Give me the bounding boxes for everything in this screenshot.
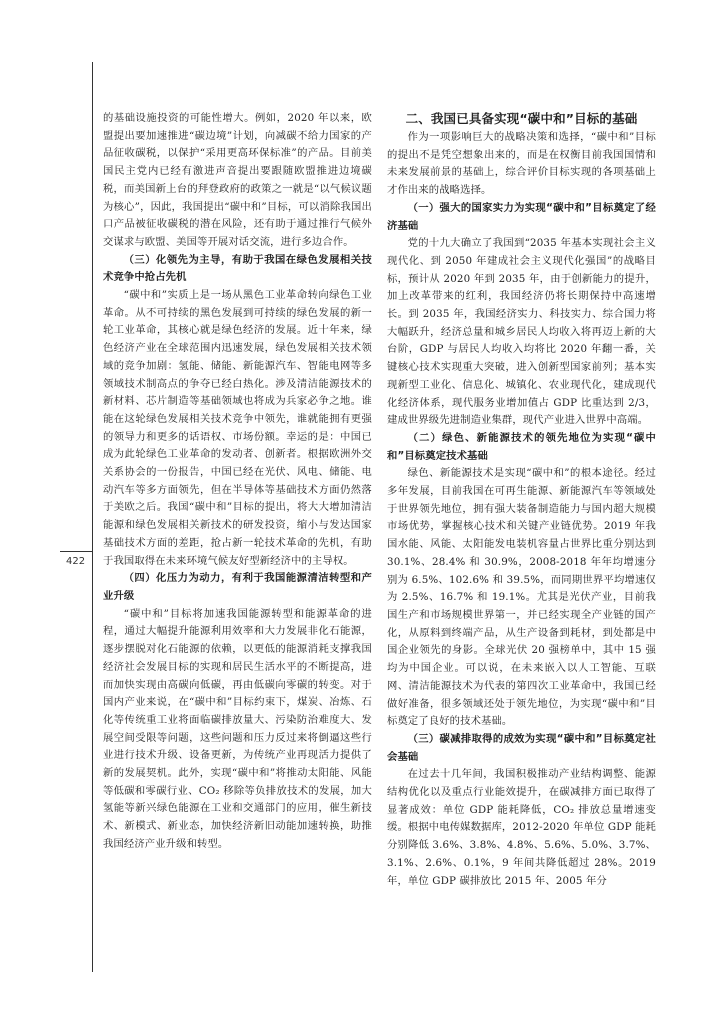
margin-rule <box>92 62 93 972</box>
left-column <box>103 110 372 854</box>
body-paragraph: 党的十九大确立了我国到“2035 年基本实现社会主义现代化、到 2050 年建成社会主义现代化强国”的战略目标，预计从 2020 年到 2035 年，由于创新能力的提升，加上改革带来的红利，我国经济仍将长期保持中高速增长。到 2035 年，我国经济实力、科技实力、综合国力将大幅跃升，经济总量和城乡居民人均收入将再迈上新的大台阶，GDP 与居民人均收入均将比 2020 年翻一番，关键核心技术实现重大突破，进入创新型国家前列；基本实现新型工业化、信息化、城镇化、农业现代化，建成现代化经济体系，现代服务业增加值占 GDP 比重达到 2/3，建成世界级先进制造业集群，现代产业进入世界中高端。 <box>387 237 656 427</box>
subsection-heading: （三）碳减排取得的成效为实现“碳中和”目标奠定社会基础 <box>387 732 656 763</box>
right-column <box>387 110 656 890</box>
subsection-heading: （三）化领先为主导，有助于我国在绿色发展相关技术竞争中抢占先机 <box>103 253 372 284</box>
body-paragraph: 的基础设施投资的可能性增大。例如，2020 年以来，欧盟提出要加速推进“碳边境”计划，向减碳不给力国家的产品征收碳税，以保护“采用更高环保标准”的产品。目前美国民主党内已经有激进声音提出要跟随欧盟推进边境碳税，而美国新上台的拜登政府的政策之一就是“以气候议题为核心”，因此，我国提出“碳中和”目标，可以消除我国出口产品被征收碳税的潜在风险，还有助于通过推行气候外交谋求与欧盟、美国等开展对话交流，进行多边合作。 <box>103 112 372 248</box>
page-number-rule <box>60 551 93 552</box>
body-paragraph: 在过去十几年间，我国积极推动产业结构调整、能源结构优化以及重点行业能效提升，在碳减排方面已取得了显著成效：单位 GDP 能耗降低，CO₂ 排放总量增速变缓。根据中电传媒数据库，2012-2020 年单位 GDP 能耗分别降低 3.6%、3.8%、4.8%、5.6%、5.0%、3.7%、3.1%、2.6%、0.1%，9 年间共降低超过 28%。2019 年，单位 GDP 碳排放比 2015 年、2005 年分 <box>387 768 656 887</box>
body-paragraph: 作为一项影响巨大的战略决策和选择，“碳中和”目标的提出不是凭空想象出来的，而是在权衡目前我国国情和未来发展前景的基础上，综合评价目标实现的各项基础上才作出来的战略选择。 <box>387 131 656 197</box>
body-paragraph: 绿色、新能源技术是实现“碳中和”的根本途径。经过多年发展，目前我国在可再生能源、新能源汽车等领域处于世界领先地位，拥有强大装备制造能力与国内超大规模市场优势，掌握核心技术和关键产业链优势。2019 年我国水能、风能、太阳能发电装机容量占世界比重分别达到 30.1%、28.4% 和 30.9%，2008-2018 年年均增速分别为 6.5%、102.6% 和 39.5%，而同期世界平均增速仅为 2.5%、16.7% 和 19.1%。尤其是光伏产业，目前我国生产和市场规模世界第一，并已经实现全产业链的国产化，从原料到终端产品，从生产设备到耗材，到处都是中国企业领先的身影。全球光伏 20 强榜单中，其中 15 强均为中国企业。可以说，在未来嵌入以人工智能、互联网、清洁能源技术为代表的第四次工业革命中，我国已经做好准备，很多领域还处于领先地位，为实现“碳中和”目标奠定了良好的技术基础。 <box>387 467 656 728</box>
section-title: 二、我国已具备实现“碳中和”目标的基础 <box>405 111 638 126</box>
body-paragraph: “碳中和”目标将加速我国能源转型和能源革命的进程，通过大幅提升能源利用效率和大力发展非化石能源，逐步摆脱对化石能源的依赖，以更低的能源消耗支撑我国经济社会发展目标的实现和居民生活水平的不断提高，进而加快实现由高碳向低碳，再由低碳向零碳的转变。对于国内产业来说，在“碳中和”目标约束下，煤炭、冶炼、石化等传统重工业将面临碳排放量大、污染防治难度大、发展空间受限等问题，这些问题和压力反过来将倒逼这些行业进行技术升级、设备更新，为传统产业再现活力提供了新的发展契机。此外，实现“碳中和”将推动太阳能、风能等低碳和零碳行业、CO₂ 移除等负排放技术的发展，加大氢能等新兴绿色能源在工业和交通部门的应用，催生新技术、新模式、新业态，加快经济新旧动能加速转换，助推我国经济产业升级和转型。 <box>103 607 372 850</box>
page-number: 422 <box>66 556 86 567</box>
body-paragraph: “碳中和”实质上是一场从黑色工业革命转向绿色工业革命。从不可持续的黑色发展到可持续的绿色发展的新一轮工业革命，其核心就是绿色经济的发展。近十年来，绿色经济产业在全球范围内迅速发展，绿色发展相关技术领域的竞争加剧：氢能、储能、新能源汽车、智能电网等多领域技术制高点的争夺已经白热化。涉及清洁能源技术的新材料、芯片制造等基础领域也将成为兵家必争之地。谁能在这轮绿色发展相关技术竞争中领先，谁就能拥有更强的领导力和更多的话语权、市场份额。幸运的是：中国已成为此轮绿色工业革命的发动者、创新者。根据欧洲外交关系协会的一份报告，中国已经在光伏、风电、储能、电动汽车等多方面领先，但在半导体等基础技术方面仍然落于美欧之后。我国“碳中和”目标的提出，将大大增加清洁能源和绿色发展相关新技术的研发投资，缩小与发达国家基础技术方面的差距，抢占新一轮技术革命的先机，有助于我国取得在未来环境气候友好型新经济中的主导权。 <box>103 289 372 567</box>
subsection-heading: （一）强大的国家实力为实现“碳中和”目标奠定了经济基础 <box>387 201 656 232</box>
subsection-heading: （四）化压力为动力，有利于我国能源清洁转型和产业升级 <box>103 572 372 602</box>
subsection-heading: （二）绿色、新能源技术的领先地位为实现“碳中和”目标奠定技术基础 <box>387 431 656 462</box>
